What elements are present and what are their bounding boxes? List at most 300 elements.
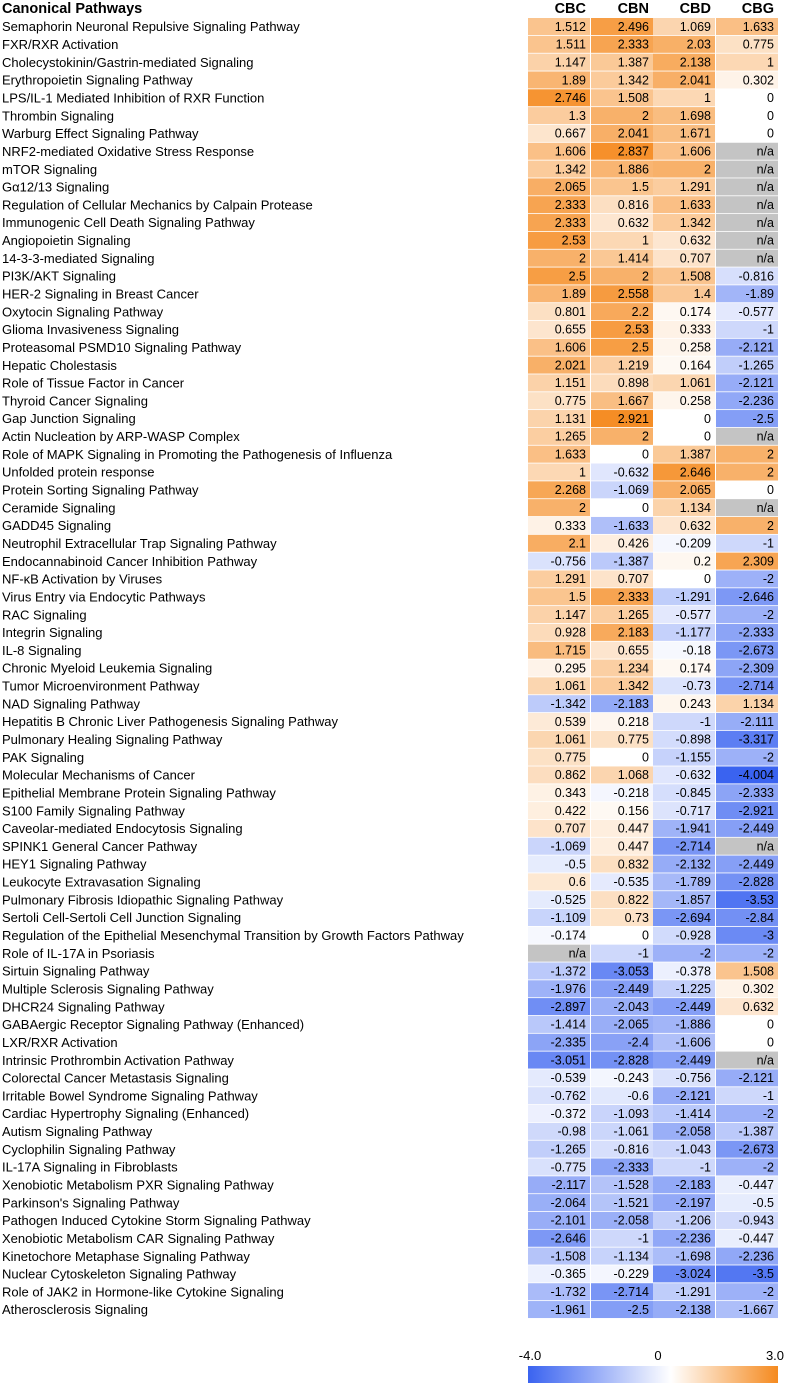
cell-value-label: -1.265: [550, 1142, 586, 1157]
row-label: Chronic Myeloid Leukemia Signaling: [2, 660, 213, 676]
cell-value-label: n/a: [756, 233, 774, 248]
cell-value-label: -0.218: [613, 786, 649, 801]
cell-value-label: -2.897: [550, 999, 586, 1014]
cell-value-label: 1.061: [554, 679, 586, 694]
cell-value-label: 2: [642, 108, 649, 123]
cell-value-label: -1: [699, 714, 711, 729]
row-label: Parkinson's Signaling Pathway: [2, 1195, 180, 1211]
column-header: CBD: [679, 1, 711, 17]
cell-value-label: 1: [767, 55, 774, 70]
cell-value-label: 2.183: [617, 625, 649, 640]
cell-value-label: -0.943: [738, 1213, 774, 1228]
cell-value-label: 1.291: [554, 572, 586, 587]
cell-value-label: 1.508: [617, 91, 649, 106]
cell-value-label: -1.732: [550, 1285, 586, 1300]
row-label: Virus Entry via Endocytic Pathways: [2, 589, 206, 605]
cell-value-label: -1.414: [675, 1106, 711, 1121]
cell-value-label: 1.511: [555, 37, 586, 52]
cell-value-label: 0.707: [554, 821, 586, 836]
cell-value-label: -1.134: [613, 1249, 649, 1264]
row-label: Ceramide Signaling: [2, 500, 116, 516]
cell-value-label: n/a: [756, 500, 774, 515]
cell-value-label: 2.53: [624, 322, 649, 337]
cell-value-label: 0.6: [568, 875, 586, 890]
cell-value-label: -2.449: [738, 821, 774, 836]
cell-value-label: -2.309: [738, 661, 774, 676]
cell-value-label: 0: [704, 572, 711, 587]
row-label: Cyclophilin Signaling Pathway: [2, 1141, 176, 1157]
row-label: Hepatitis B Chronic Liver Pathogenesis Signaling Pathway: [2, 714, 339, 730]
cell-value-label: -0.525: [550, 892, 586, 907]
cell-value-label: -1.177: [675, 625, 711, 640]
cell-value-label: 1.387: [617, 55, 649, 70]
cell-value-label: -2.4: [627, 1035, 649, 1050]
cell-value-label: 0: [767, 91, 774, 106]
cell-value-label: -2.714: [675, 839, 711, 854]
cell-value-label: 2.53: [561, 233, 586, 248]
row-label: Neutrophil Extracellular Trap Signaling Pathway: [2, 535, 277, 551]
cell-value-label: 0.775: [617, 732, 649, 747]
cell-value-label: -2: [762, 946, 774, 961]
row-label: Epithelial Membrane Protein Signaling Pathway: [2, 785, 276, 801]
cell-value-label: -1.886: [675, 1017, 711, 1032]
cell-value-label: -0.539: [550, 1071, 586, 1086]
cell-value-label: 0: [704, 411, 711, 426]
cell-value-label: 0.447: [617, 839, 649, 854]
cell-value-label: 1.342: [617, 679, 649, 694]
cell-value-label: 1.606: [679, 144, 711, 159]
cell-value-label: -2.921: [738, 803, 774, 818]
cell-value-label: -0.5: [752, 1195, 774, 1210]
cell-value-label: -0.535: [613, 875, 649, 890]
cell-value-label: 2.333: [554, 198, 586, 212]
cell-value-label: -1.528: [613, 1178, 649, 1193]
cell-value-label: 2.065: [679, 483, 711, 498]
cell-value-label: -0.632: [613, 465, 649, 480]
cell-value-label: -1.069: [550, 839, 586, 854]
cell-value-label: -1: [699, 1160, 711, 1175]
cell-value-label: 2.496: [617, 19, 649, 34]
cell-value-label: -2.5: [627, 1302, 649, 1317]
cell-value-label: 1.5: [631, 180, 649, 195]
row-label: LXR/RXR Activation: [2, 1034, 118, 1050]
cell-value-label: 2.921: [617, 411, 649, 426]
row-label: Glioma Invasiveness Signaling: [2, 322, 180, 338]
column-header: CBG: [741, 1, 774, 17]
cell-value-label: -2.449: [675, 1053, 711, 1068]
cell-value-label: -1.508: [550, 1249, 586, 1264]
row-label: Warburg Effect Signaling Pathway: [2, 126, 199, 142]
cell-value-label: 2: [704, 162, 711, 177]
cell-value-label: 0.539: [554, 714, 586, 729]
cell-value-label: -0.632: [675, 768, 711, 783]
cell-value-label: -0.845: [675, 786, 711, 801]
cell-value-label: 0: [767, 1017, 774, 1032]
cell-value-label: -1.857: [675, 892, 711, 907]
cell-value-label: -2.058: [613, 1213, 649, 1228]
cell-value-label: 0.174: [679, 304, 711, 319]
row-label: HER-2 Signaling in Breast Cancer: [2, 286, 199, 302]
cell-value-label: -2.065: [613, 1017, 649, 1032]
cell-value-label: 2.558: [617, 287, 649, 302]
cell-value-label: -0.5: [564, 857, 586, 872]
cell-value-label: 0: [767, 483, 774, 498]
cell-value-label: 0: [642, 928, 649, 943]
cell-value-label: n/a: [756, 198, 774, 212]
cell-value-label: -2: [762, 607, 774, 622]
row-label: Atherosclerosis Signaling: [2, 1302, 148, 1318]
cell-value-label: 2.041: [679, 73, 711, 88]
cell-value-label: 2.5: [568, 269, 586, 284]
row-label: Role of MAPK Signaling in Promoting the Pathogenesis of Influenza: [2, 446, 393, 462]
cell-value-label: -2.646: [550, 1231, 586, 1246]
cell-value-label: 0.816: [617, 198, 649, 212]
row-label: NAD Signaling Pathway: [2, 696, 141, 712]
cell-value-label: -0.816: [613, 1142, 649, 1157]
cell-value-label: -2.236: [675, 1231, 711, 1246]
cell-value-label: -2.101: [550, 1213, 586, 1228]
cell-value-label: -0.898: [675, 732, 711, 747]
row-label: RAC Signaling: [2, 607, 87, 623]
cell-value-label: 1.069: [679, 19, 711, 34]
cell-value-label: 0.862: [554, 768, 586, 783]
cell-value-label: -3.317: [738, 732, 774, 747]
cell-value-label: -1.387: [613, 554, 649, 569]
cell-value-label: 0: [767, 126, 774, 141]
cell-value-label: 1.342: [617, 73, 649, 88]
row-label: NF-κB Activation by Viruses: [2, 571, 163, 587]
cell-value-label: 0.655: [554, 322, 586, 337]
row-label: Semaphorin Neuronal Repulsive Signaling Pathway: [2, 19, 300, 35]
cell-value-label: 1.342: [679, 215, 711, 230]
cell-value-label: 1.671: [679, 126, 711, 141]
cell-value-label: -0.756: [675, 1071, 711, 1086]
cell-value-label: 1.234: [617, 661, 649, 676]
column-header: CBC: [554, 1, 586, 17]
cell-value-label: 1.5: [568, 590, 586, 605]
cell-value-label: 1.633: [742, 19, 774, 34]
row-label: PI3K/AKT Signaling: [2, 268, 116, 284]
cell-value-label: 1: [579, 465, 586, 480]
row-label: Regulation of Cellular Mechanics by Calpain Protease: [2, 197, 313, 213]
cell-value-label: 2.333: [554, 215, 586, 230]
cell-value-label: -2.132: [675, 857, 711, 872]
cell-value-label: 1.698: [679, 108, 711, 123]
row-label: GABAergic Receptor Signaling Pathway (Enhanced): [2, 1017, 305, 1033]
cell-value-label: -2.138: [675, 1302, 711, 1317]
cell-value-label: 1.131: [554, 411, 586, 426]
row-label: Immunogenic Cell Death Signaling Pathway: [2, 215, 255, 231]
row-label: Colorectal Cancer Metastasis Signaling: [2, 1070, 229, 1086]
cell-value-label: 0.775: [554, 750, 586, 765]
cell-value-label: -2.197: [675, 1195, 711, 1210]
cell-value-label: 0.667: [554, 126, 586, 141]
row-label: Molecular Mechanisms of Cancer: [2, 767, 195, 783]
cell-value-label: -1: [762, 322, 774, 337]
cell-value-label: 2.065: [554, 180, 586, 195]
cell-value-label: 0.243: [679, 696, 711, 711]
cell-value-label: 1.134: [679, 500, 711, 515]
cell-value-label: 1.061: [679, 376, 711, 391]
cell-value-label: -1.043: [675, 1142, 711, 1157]
cell-value-label: -2.5: [752, 411, 774, 426]
cell-value-label: 0.775: [742, 37, 774, 52]
cell-value-label: -1: [637, 946, 649, 961]
cell-value-label: 2.03: [686, 37, 711, 52]
heatmap-cells: [528, 18, 778, 1318]
cell-value-label: -0.762: [550, 1089, 586, 1103]
cell-value-label: -2: [762, 572, 774, 587]
row-label: Angiopoietin Signaling: [2, 233, 131, 249]
cell-value-label: n/a: [756, 215, 774, 230]
cell-value-label: -1.961: [550, 1302, 586, 1317]
cell-value-label: -0.372: [550, 1106, 586, 1121]
cell-value-label: 2.268: [554, 483, 586, 498]
cell-value-label: -4.004: [738, 768, 774, 783]
cell-value-label: 2: [579, 251, 586, 266]
row-label: Xenobiotic Metabolism CAR Signaling Pathway: [2, 1230, 275, 1246]
cell-value-label: -0.447: [738, 1231, 774, 1246]
cell-value-label: -3.53: [745, 892, 774, 907]
cell-value-label: -2.449: [738, 857, 774, 872]
cell-value-label: 1: [642, 233, 649, 248]
row-label: Kinetochore Metaphase Signaling Pathway: [2, 1248, 250, 1264]
cell-value-label: 0.426: [617, 536, 649, 551]
cell-value-label: -2.335: [550, 1035, 586, 1050]
cell-value-label: 2.041: [617, 126, 649, 141]
cell-value-label: 1.291: [679, 180, 711, 195]
cell-value-label: 0.333: [554, 518, 586, 533]
cell-value-label: 2: [579, 500, 586, 515]
cell-value-label: 0.258: [679, 394, 711, 409]
cell-value-label: -0.174: [550, 928, 586, 943]
row-label: Pulmonary Fibrosis Idiopathic Signaling Pathway: [2, 892, 284, 908]
row-label: NRF2-mediated Oxidative Stress Response: [2, 143, 255, 159]
cell-value-label: -0.243: [613, 1071, 649, 1086]
cell-value-label: 0.333: [679, 322, 711, 337]
cell-value-label: -0.577: [675, 607, 711, 622]
cell-value-label: 0.156: [617, 803, 649, 818]
cell-value-label: -0.717: [675, 803, 711, 818]
cell-value-label: -0.229: [613, 1267, 649, 1282]
cell-value-label: 2.746: [554, 91, 586, 106]
cell-value-label: 2: [767, 465, 774, 480]
cell-value-label: 0.822: [617, 892, 649, 907]
cell-value-label: -2.449: [613, 982, 649, 997]
row-label: Pathogen Induced Cytokine Storm Signaling Pathway: [2, 1213, 311, 1229]
cell-value-label: 1.715: [554, 643, 586, 658]
row-label: Cholecystokinin/Gastrin-mediated Signaling: [2, 54, 254, 70]
cell-value-label: 0.258: [679, 340, 711, 355]
row-label: Gap Junction Signaling: [2, 411, 136, 427]
cell-value-label: 1.219: [617, 358, 649, 373]
row-labels: [2, 19, 464, 1317]
row-label: Actin Nucleation by ARP-WASP Complex: [2, 429, 240, 445]
cell-value-label: -2.043: [613, 999, 649, 1014]
cell-value-label: -1.069: [613, 483, 649, 498]
row-label: Autism Signaling Pathway: [2, 1124, 153, 1140]
cell-value-label: 2.333: [617, 590, 649, 605]
row-label: Thyroid Cancer Signaling: [2, 393, 148, 409]
cell-value-label: -1.387: [738, 1124, 774, 1139]
cell-value-label: -1.342: [550, 696, 586, 711]
cell-value-label: -2: [699, 946, 711, 961]
cell-value-label: -1: [762, 1089, 774, 1103]
row-label: PAK Signaling: [2, 749, 85, 765]
cell-value-label: 0.73: [624, 910, 649, 925]
cell-value-label: -1.521: [613, 1195, 649, 1210]
cell-value-label: 1.512: [554, 19, 586, 34]
cell-value-label: 0.302: [742, 73, 774, 88]
row-label: Leukocyte Extravasation Signaling: [2, 874, 201, 890]
cell-value-label: 1: [704, 91, 711, 106]
cell-value-label: -2.714: [738, 679, 774, 694]
cell-value-label: -0.756: [550, 554, 586, 569]
cell-value-label: 2.5: [631, 340, 649, 355]
cell-value-label: 2: [767, 518, 774, 533]
row-label: IL-8 Signaling: [2, 642, 82, 658]
legend-min-label: -4.0: [518, 1348, 542, 1363]
cell-value-label: -2.064: [550, 1195, 586, 1210]
cell-value-label: -2.183: [613, 696, 649, 711]
cell-value-label: -2.828: [738, 875, 774, 890]
cell-value-label: 0.928: [554, 625, 586, 640]
cell-value-label: -1.606: [675, 1035, 711, 1050]
cell-value-label: 2.138: [679, 55, 711, 70]
cell-value-label: -2.646: [738, 590, 774, 605]
cell-value-label: 1.606: [554, 340, 586, 355]
cell-value-label: -2.828: [613, 1053, 649, 1068]
cell-value-label: 1.89: [561, 73, 586, 88]
cell-value-label: 1.265: [554, 429, 586, 444]
cell-value-label: -2.117: [551, 1178, 586, 1193]
cell-value-label: -2: [762, 1285, 774, 1300]
cell-value-label: -2: [762, 1106, 774, 1121]
cell-value-label: 0.775: [554, 394, 586, 409]
cell-value-label: -1.291: [675, 590, 711, 605]
cell-value-label: -0.365: [550, 1267, 586, 1282]
cell-value-label: n/a: [756, 429, 774, 444]
cell-value-label: -1.291: [675, 1285, 711, 1300]
cell-value-label: 0: [767, 108, 774, 123]
cell-value-label: -1.225: [675, 982, 711, 997]
cell-value-label: -1.109: [550, 910, 586, 925]
cell-value-label: -1.372: [550, 964, 586, 979]
cell-value-label: -1: [762, 536, 774, 551]
cell-value-label: 0: [642, 750, 649, 765]
cell-value-label: -2.121: [675, 1089, 711, 1103]
cell-value-label: -0.6: [627, 1089, 649, 1103]
cell-value-label: -2.183: [675, 1178, 711, 1193]
row-label: Cardiac Hypertrophy Signaling (Enhanced): [2, 1106, 250, 1122]
cell-value-label: 0.632: [742, 999, 774, 1014]
cell-value-label: 0.801: [554, 304, 586, 319]
cell-value-label: 0: [642, 500, 649, 515]
row-label: SPINK1 General Cancer Pathway: [2, 838, 198, 854]
cell-value-label: -0.816: [738, 269, 774, 284]
cell-value-label: -0.98: [557, 1124, 586, 1139]
row-label: Role of JAK2 in Hormone-like Cytokine Signaling: [2, 1284, 284, 1300]
cell-value-label: 1.387: [679, 447, 711, 462]
row-label: DHCR24 Signaling Pathway: [2, 999, 165, 1015]
cell-value-label: -0.447: [738, 1178, 774, 1193]
row-label: HEY1 Signaling Pathway: [2, 856, 147, 872]
row-label: Hepatic Cholestasis: [2, 357, 117, 373]
cell-value-label: n/a: [756, 839, 774, 854]
cell-value-label: 1.151: [554, 376, 586, 391]
cell-value-label: -2.333: [738, 625, 774, 640]
cell-value-label: 1.342: [554, 162, 586, 177]
cell-value-label: 0.632: [679, 518, 711, 533]
cell-value-label: 1.147: [554, 55, 586, 70]
cell-value-label: 1.3: [568, 108, 586, 123]
cell-value-label: n/a: [568, 946, 586, 961]
cell-value-label: 0.174: [679, 661, 711, 676]
cell-value-label: -1.265: [738, 358, 774, 373]
cell-value-label: -0.928: [675, 928, 711, 943]
row-label: 14-3-3-mediated Signaling: [2, 250, 155, 266]
cell-value-label: 0.898: [617, 376, 649, 391]
cell-value-label: 0.218: [617, 714, 649, 729]
cell-value-label: 0.632: [617, 215, 649, 230]
row-label: Pulmonary Healing Signaling Pathway: [2, 732, 223, 747]
row-label: Integrin Signaling: [2, 625, 103, 641]
cell-value-label: 1.414: [617, 251, 649, 266]
legend-gradient-bar: [528, 1366, 778, 1383]
cell-value-label: -2.673: [738, 643, 774, 658]
cell-value-label: -2.673: [738, 1142, 774, 1157]
cell-value-label: -2.333: [738, 786, 774, 801]
cell-value-label: -2.236: [738, 1249, 774, 1264]
row-label: Nuclear Cytoskeleton Signaling Pathway: [2, 1266, 237, 1282]
cell-value-label: -2.058: [675, 1124, 711, 1139]
cell-value-label: 1.068: [617, 768, 649, 783]
cell-value-label: 2.1: [568, 536, 586, 551]
row-label: GADD45 Signaling: [2, 518, 112, 534]
cell-value-label: -2.121: [738, 1071, 774, 1086]
legend-mid-label: 0: [654, 1348, 662, 1363]
cell-value-label: 1.633: [679, 198, 711, 212]
cell-value-label: -3.053: [613, 964, 649, 979]
cell-value-label: -2.121: [738, 340, 774, 355]
cell-value-label: 2.2: [631, 304, 649, 319]
cell-value-label: -0.209: [675, 536, 711, 551]
cell-value-label: 0: [642, 447, 649, 462]
cell-value-label: 1.508: [742, 964, 774, 979]
cell-value-label: -1.89: [745, 287, 774, 302]
cell-value-label: 0.164: [679, 358, 711, 373]
row-label: IL-17A Signaling in Fibroblasts: [2, 1159, 178, 1175]
cell-value-label: 1.265: [617, 607, 649, 622]
row-label: S100 Family Signaling Pathway: [2, 803, 185, 819]
cell-value-label: 0.707: [617, 572, 649, 587]
cell-value-label: 2: [767, 447, 774, 462]
cell-value-label: n/a: [756, 1053, 774, 1068]
cell-value-label: 2.333: [617, 37, 649, 52]
cell-value-label: 0.422: [554, 803, 586, 818]
cell-value-label: 2.021: [554, 358, 586, 373]
cell-value-label: -1.941: [675, 821, 711, 836]
cell-value-label: -0.577: [738, 304, 774, 319]
cell-value-label: -1.414: [550, 1017, 586, 1032]
cell-value-label: 0: [767, 1035, 774, 1050]
cell-value-label: -0.73: [682, 679, 711, 694]
cell-value-label: -2.714: [613, 1285, 649, 1300]
cell-value-label: 1.134: [742, 696, 774, 711]
row-label: Xenobiotic Metabolism PXR Signaling Pathway: [2, 1177, 274, 1193]
cell-value-label: -2.121: [738, 376, 774, 391]
row-label: Oxytocin Signaling Pathway: [2, 304, 164, 320]
